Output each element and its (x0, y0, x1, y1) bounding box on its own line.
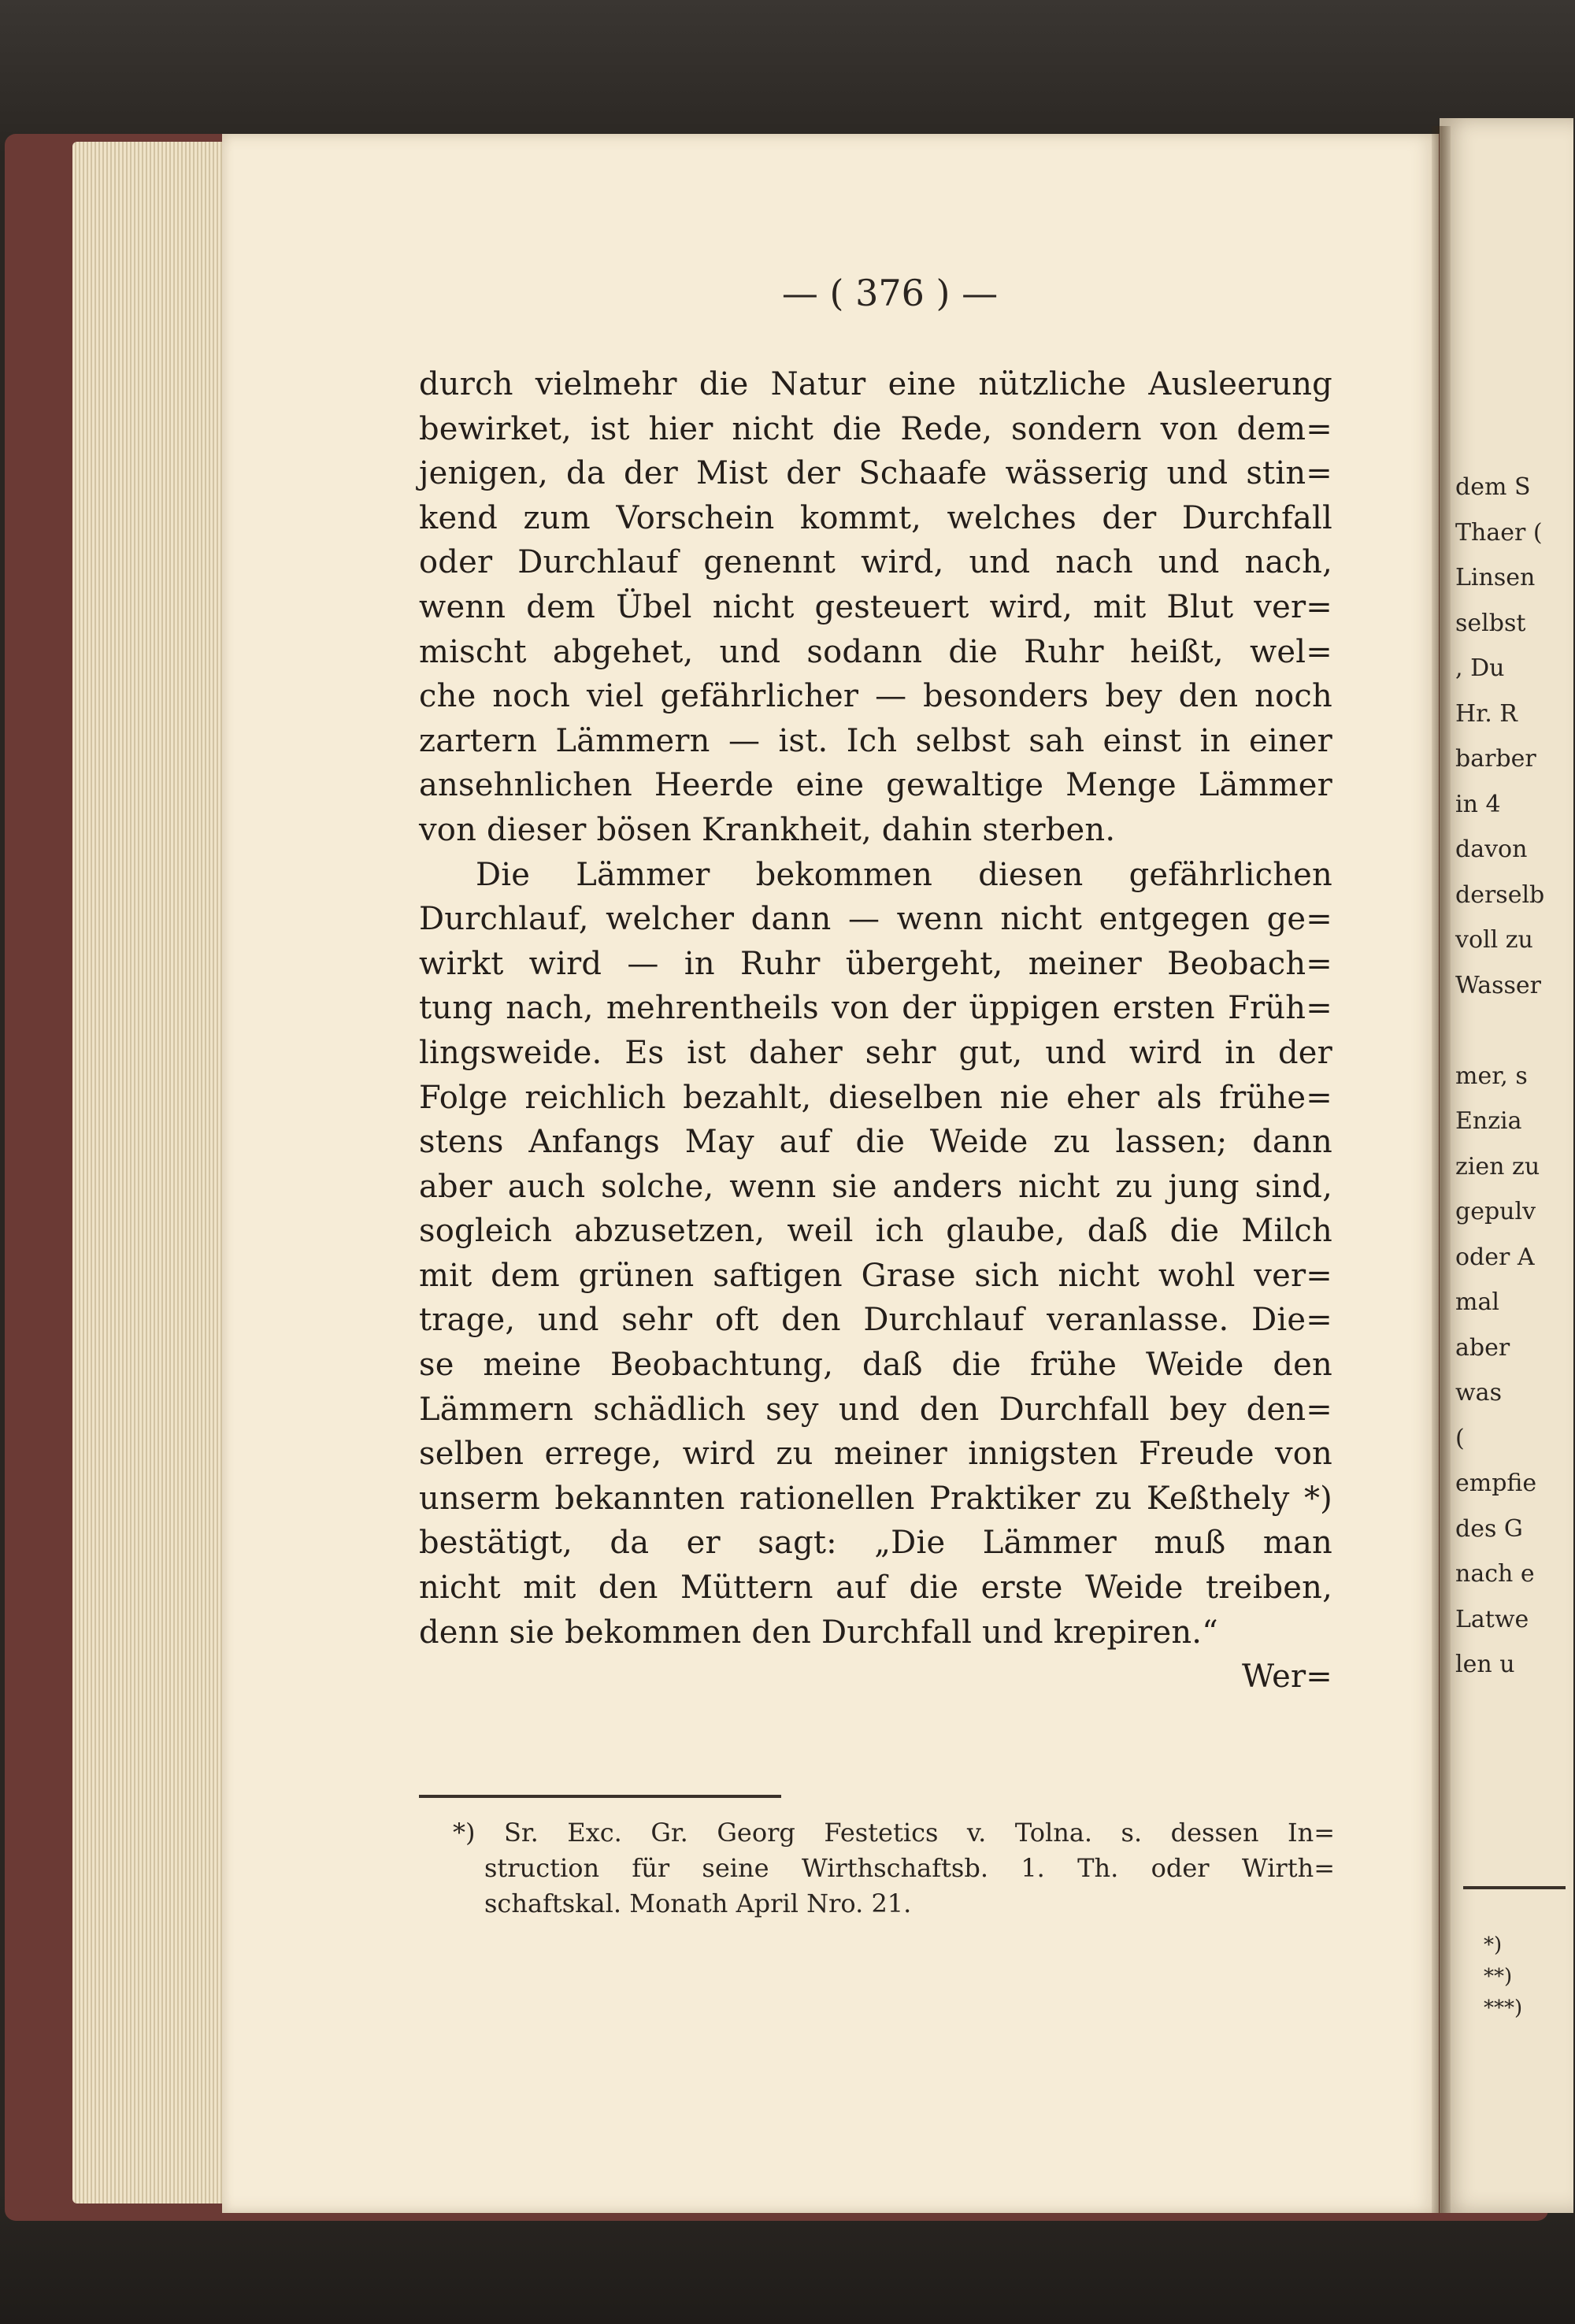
text-line: Die Lämmer bekommen diesen gefährlichen (476, 856, 1332, 893)
next-page-line: Enzia (1455, 1107, 1522, 1135)
next-page-note: ***) (1484, 1996, 1523, 2020)
text-line: oder Durchlauf genennt wird, und nach und nach, (419, 544, 1332, 581)
text-line: denn sie bekommen den Durchfall und krepiren.“ (419, 1614, 1218, 1651)
next-page-line (1455, 1008, 1573, 1054)
footnote (453, 1815, 1335, 1922)
next-page-text (1455, 465, 1573, 1688)
next-page-line: gepulv (1455, 1198, 1536, 1225)
text-line: kend zum Vorschein kommt, welches der Durchfall (419, 499, 1332, 536)
text-line: bewirket, ist hier nicht die Rede, sondern von dem= (419, 410, 1332, 447)
text-line: lingsweide. Es ist daher sehr gut, und wird in der (419, 1034, 1332, 1071)
text-line: durch vielmehr die Natur eine nützliche Ausleerung (419, 366, 1332, 402)
text-line: sogleich abzusetzen, weil ich glaube, daß die Milch (419, 1213, 1332, 1250)
next-page-line: nach e (1455, 1560, 1535, 1588)
footnote-line: schaftskal. Monath April Nro. 21. (484, 1888, 912, 1918)
next-page-line: Linsen (1455, 564, 1536, 591)
next-page-line: des G (1455, 1514, 1523, 1543)
next-page-line: Wasser (1455, 971, 1541, 999)
next-page-line: mal (1455, 1288, 1499, 1316)
next-page-note: *) (1484, 1933, 1503, 1957)
next-page-line: aber (1455, 1333, 1510, 1362)
next-page-line: in 4 (1455, 790, 1501, 818)
text-line: unserm bekannten rationellen Praktiker zu Keßthely *) (419, 1480, 1332, 1517)
next-page-line: selbst (1455, 609, 1526, 637)
next-page-line: barber (1455, 745, 1536, 773)
text-line: Folge reichlich bezahlt, dieselben nie eher als frühe= (419, 1079, 1332, 1116)
body-text (419, 362, 1332, 1699)
footnote-line: struction für seine Wirthschaftsb. 1. Th. oder Wirth= (484, 1853, 1335, 1883)
text-line: se meine Beobachtung, daß die frühe Weide den (419, 1347, 1332, 1384)
text-line: selben errege, wird zu meiner innigsten Freude von (419, 1436, 1332, 1473)
text-line: mischt abgehet, und sodann die Ruhr heißt, wel= (419, 633, 1332, 670)
next-page-line: oder A (1455, 1243, 1535, 1271)
next-page-line: voll zu (1455, 926, 1533, 954)
text-line: aber auch solche, wenn sie anders nicht zu jung sind, (419, 1168, 1332, 1205)
next-page-line: dem S (1455, 473, 1531, 501)
next-page-line: davon (1455, 836, 1528, 863)
text-line: tung nach, mehrentheils von der üppigen ersten Früh= (419, 990, 1332, 1027)
text-line: jenigen, da der Mist der Schaafe wässerig und stin= (419, 455, 1332, 492)
next-page-note: **) (1484, 1965, 1513, 1989)
text-line: trage, und sehr oft den Durchlauf veranlasse. Die= (419, 1302, 1332, 1339)
next-page-footnote-rule (1463, 1886, 1566, 1889)
text-line: zartern Lämmern — ist. Ich selbst sah einst in einer (419, 722, 1332, 759)
text-line: mit dem grünen saftigen Grase sich nicht wohl ver= (419, 1257, 1332, 1294)
text-line: bestätigt, da er sagt: „Die Lämmer muß man (419, 1525, 1332, 1562)
text-line: ansehnlichen Heerde eine gewaltige Menge Lämmer (419, 767, 1332, 804)
page-edges (72, 142, 222, 2204)
footnote-rule (419, 1795, 781, 1798)
next-page-line: was (1455, 1379, 1502, 1407)
text-line: wirkt wird — in Ruhr übergeht, meiner Beobach= (419, 945, 1332, 982)
text-line: wenn dem Übel nicht gesteuert wird, mit Blut ver= (419, 588, 1332, 625)
footnote-line: *) Sr. Exc. Gr. Georg Festetics v. Tolna. s. dessen In= (453, 1818, 1335, 1848)
text-line: nicht mit den Müttern auf die erste Weide treiben, (419, 1570, 1332, 1607)
next-page-line: empfie (1455, 1470, 1537, 1497)
next-page-line: ( (1455, 1424, 1465, 1452)
text-line: stens Anfangs May auf die Weide zu lassen; dann (419, 1124, 1332, 1161)
text-line: Durchlauf, welcher dann — wenn nicht entgegen ge= (419, 901, 1332, 938)
next-page-line: Hr. R (1455, 699, 1518, 728)
text-line: Lämmern schädlich sey und den Durchfall bey den= (419, 1391, 1332, 1428)
next-page-line: zien zu (1455, 1152, 1540, 1181)
next-page-footnotes (1484, 1929, 1573, 2024)
catchword: Wer= (1242, 1659, 1332, 1696)
next-page-fragment (1440, 118, 1573, 2213)
next-page-line: Latwe (1455, 1605, 1529, 1633)
next-page-line: derselb (1455, 880, 1545, 909)
book-gutter (1432, 126, 1451, 2213)
text-line: che noch viel gefährlicher — besonders bey den noch (419, 678, 1332, 715)
page-header: — ( 376 ) — (781, 272, 999, 314)
next-page-line: , Du (1455, 654, 1505, 682)
next-page-line: len u (1455, 1651, 1515, 1678)
next-page-line: mer, s (1455, 1062, 1528, 1090)
next-page-line: Thaer ( (1455, 518, 1543, 547)
text-line: von dieser bösen Krankheit, dahin sterben. (419, 811, 1116, 848)
